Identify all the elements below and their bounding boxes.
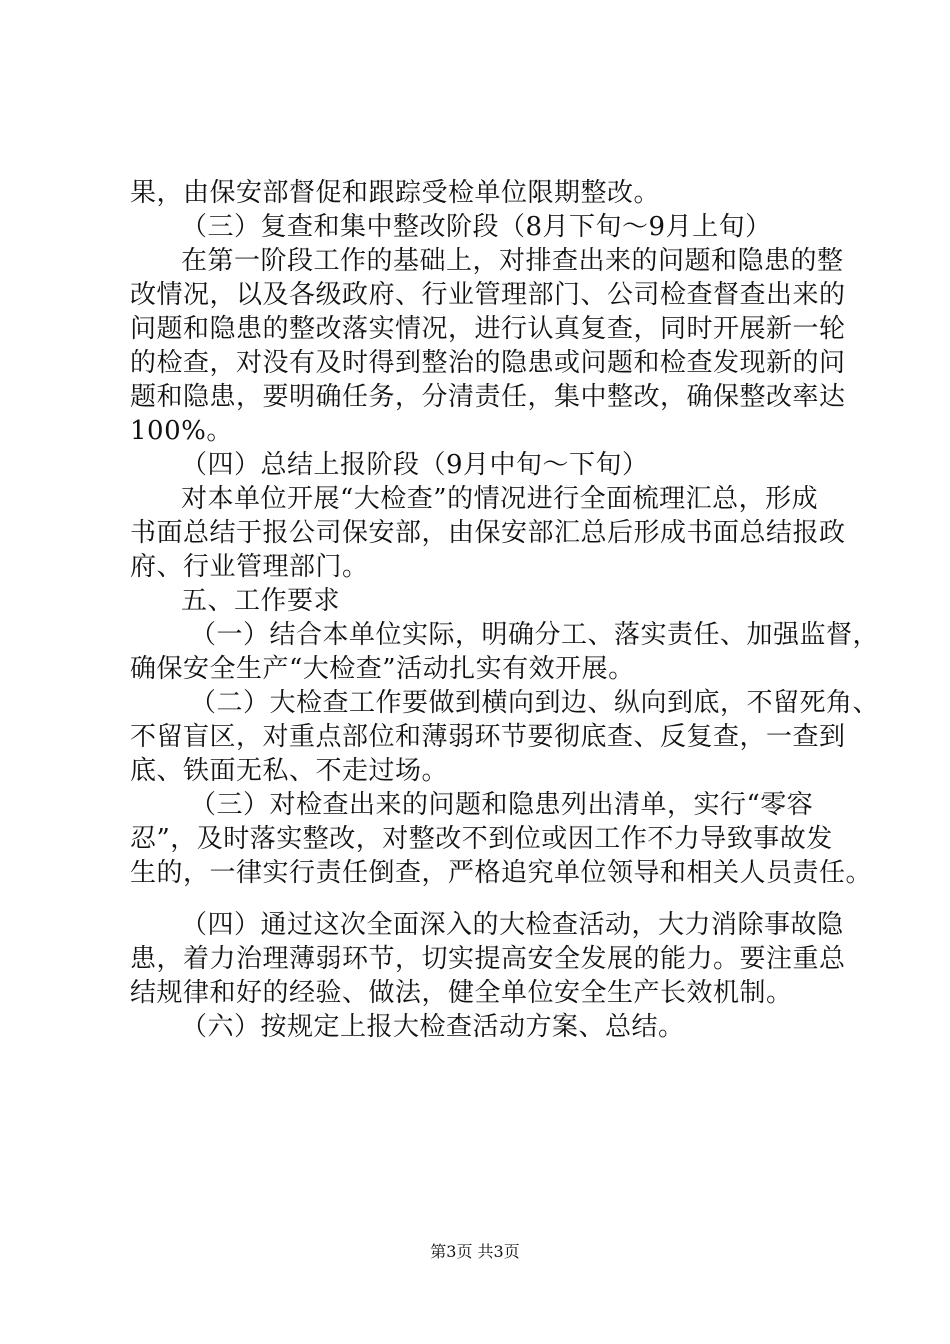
- text-line: （四）通过这次全面深入的大检查活动，大力消除事故隐: [181, 910, 844, 940]
- text-line: 题和隐患，要明确任务，分清责任，集中整改，确保整改率达: [130, 382, 846, 412]
- section-heading: （三）复查和集中整改阶段（8月下旬～9月上旬）: [181, 212, 772, 242]
- text-line: 在第一阶段工作的基础上，对排查出来的问题和隐患的整: [181, 246, 844, 276]
- section-heading: （四）总结上报阶段（9月中旬～下旬）: [181, 450, 649, 480]
- text-line: 不留盲区，对重点部位和薄弱环节要彻底查、反复查，一查到: [130, 722, 846, 752]
- text-line: （二）大检查工作要做到横向到边、纵向到底，不留死角、: [190, 688, 880, 718]
- text-line: 确保安全生产“大检查”活动扎实有效开展。: [130, 654, 635, 684]
- section-heading: 五、工作要求: [181, 586, 341, 616]
- text-line: 100%。: [130, 416, 233, 446]
- text-line: （六）按规定上报大检查活动方案、总结。: [181, 1012, 685, 1042]
- text-line: 底、铁面无私、不走过场。: [130, 756, 449, 786]
- text-line: 患，着力治理薄弱环节，切实提高安全发展的能力。要注重总: [130, 944, 846, 974]
- text-line: （三）对检查出来的问题和隐患列出清单，实行“零容: [190, 790, 814, 820]
- text-line: 府、行业管理部门。: [130, 552, 369, 582]
- text-line: （一）结合本单位实际，明确分工、落实责任、加强监督，: [190, 620, 880, 650]
- page-footer: 第3页 共3页: [430, 1242, 520, 1261]
- text-line: 对本单位开展“大检查”的情况进行全面梳理汇总，形成: [181, 484, 819, 514]
- text-line: 书面总结于报公司保安部，由保安部汇总后形成书面总结报政: [130, 518, 846, 548]
- text-line: 改情况，以及各级政府、行业管理部门、公司检查督查出来的: [130, 280, 846, 310]
- text-line: 生的，一律实行责任倒查，严格追究单位领导和相关人员责任。: [130, 858, 873, 888]
- text-line: 结规律和好的经验、做法，健全单位安全生产长效机制。: [130, 978, 793, 1008]
- text-line: 果，由保安部督促和跟踪受检单位限期整改。: [130, 178, 661, 208]
- text-line: 忍”，及时落实整改，对整改不到位或因工作不力导致事故发: [130, 824, 833, 854]
- text-line: 的检查，对没有及时得到整治的隐患或问题和检查发现新的问: [130, 348, 846, 378]
- text-line: 问题和隐患的整改落实情况，进行认真复查，同时开展新一轮: [130, 314, 846, 344]
